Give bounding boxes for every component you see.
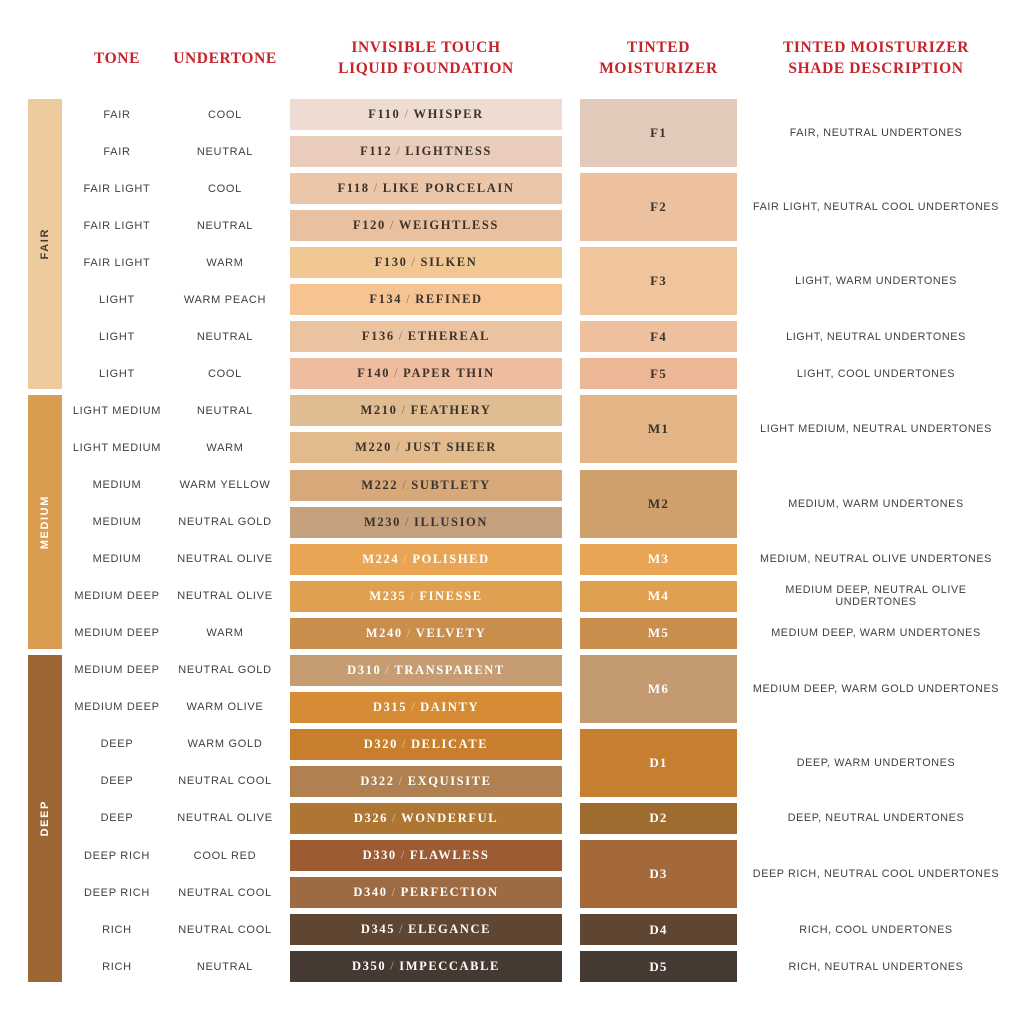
shade-description: DEEP, WARM UNDERTONES: [796, 756, 956, 769]
tone-cell: DEEP: [100, 738, 134, 751]
foundation-code: F140: [357, 366, 391, 381]
foundation-swatch: [290, 284, 562, 315]
foundation-name: EXQUISITE: [407, 773, 492, 788]
foundation-name: DAINTY: [420, 699, 480, 714]
slash-separator: /: [399, 922, 405, 937]
moisturizer-swatch: [580, 395, 737, 463]
undertone-cell: WARM: [206, 441, 244, 454]
tone-cell: DEEP RICH: [84, 886, 150, 899]
foundation-swatch: [290, 692, 562, 723]
slash-separator: /: [398, 773, 404, 788]
undertone-cell: NEUTRAL OLIVE: [177, 812, 273, 825]
tone-section-label: MEDIUM: [39, 494, 51, 550]
foundation-code: D320: [363, 736, 398, 751]
foundation-code: D310: [347, 662, 382, 677]
column-header-undertone: [160, 30, 290, 88]
slash-separator: /: [402, 477, 408, 492]
shade-description: FAIR, NEUTRAL UNDERTONES: [789, 127, 963, 140]
tone-cell: LIGHT: [99, 330, 135, 343]
moisturizer-code: D5: [649, 958, 668, 974]
foundation-swatch: [290, 136, 562, 167]
tone-cell: FAIR: [103, 108, 131, 121]
undertone-cell: WARM PEACH: [183, 293, 267, 306]
foundation-swatch: [290, 210, 562, 241]
slash-separator: /: [396, 440, 402, 455]
tone-cell: RICH: [102, 923, 132, 936]
header-line: TINTED MOISTURIZER: [782, 39, 970, 57]
tone-cell: FAIR LIGHT: [83, 219, 151, 232]
moisturizer-code: M6: [647, 680, 670, 696]
foundation-swatch: [290, 321, 562, 352]
moisturizer-swatch: [580, 914, 737, 945]
foundation-swatch: [290, 951, 562, 982]
tone-cell: LIGHT MEDIUM: [72, 404, 162, 417]
foundation-code: D340: [353, 885, 388, 900]
foundation-name: ETHEREAL: [407, 329, 491, 344]
foundation-code: M224: [362, 551, 400, 566]
undertone-cell: NEUTRAL COOL: [178, 775, 272, 788]
foundation-name: FINESSE: [419, 588, 483, 603]
tone-cell: LIGHT: [99, 367, 135, 380]
foundation-name: ELEGANCE: [408, 922, 492, 937]
foundation-code: M220: [355, 440, 393, 455]
header-line: SHADE DESCRIPTION: [788, 60, 964, 77]
foundation-swatch: [290, 99, 562, 130]
moisturizer-swatch: [580, 803, 737, 834]
moisturizer-swatch: [580, 321, 737, 352]
tone-section-band: [28, 99, 62, 389]
foundation-swatch: [290, 655, 562, 686]
slash-separator: /: [403, 551, 409, 566]
slash-separator: /: [411, 255, 417, 270]
foundation-swatch: [290, 173, 562, 204]
foundation-name: PERFECTION: [400, 885, 499, 900]
foundation-name: LIKE PORCELAIN: [382, 181, 515, 196]
foundation-name: IMPECCABLE: [399, 959, 500, 974]
header-line: UNDERTONE: [173, 49, 277, 67]
moisturizer-swatch: [580, 173, 737, 241]
foundation-code: F134: [369, 292, 403, 307]
column-header-tone: [62, 30, 172, 88]
slash-separator: /: [410, 588, 416, 603]
moisturizer-code: M4: [647, 588, 670, 604]
foundation-swatch: [290, 247, 562, 278]
undertone-cell: WARM: [206, 256, 244, 269]
moisturizer-code: F1: [650, 125, 667, 141]
tone-section-band: [28, 395, 62, 648]
foundation-code: M222: [361, 477, 399, 492]
foundation-name: WONDERFUL: [401, 810, 499, 825]
header-line: LIQUID FOUNDATION: [338, 60, 514, 77]
slash-separator: /: [401, 736, 408, 751]
foundation-name: POLISHED: [412, 551, 490, 566]
undertone-cell: COOL: [208, 182, 242, 195]
tone-cell: FAIR LIGHT: [83, 256, 151, 269]
moisturizer-code: F2: [650, 199, 667, 215]
shade-description: DEEP, NEUTRAL UNDERTONES: [787, 812, 965, 825]
shade-description: FAIR LIGHT, NEUTRAL COOL UNDERTONES: [753, 201, 999, 214]
foundation-code: F118: [337, 181, 370, 196]
moisturizer-code: D3: [649, 866, 668, 882]
slash-separator: /: [394, 366, 400, 381]
foundation-name: ILLUSION: [414, 514, 488, 529]
foundation-code: F130: [374, 255, 408, 270]
shade-description: DEEP RICH, NEUTRAL COOL UNDERTONES: [752, 868, 1000, 881]
slash-separator: /: [401, 403, 407, 418]
foundation-swatch: [290, 470, 562, 501]
foundation-swatch: [290, 729, 562, 760]
foundation-name: WEIGHTLESS: [398, 218, 499, 233]
foundation-name: JUST SHEER: [405, 440, 497, 455]
foundation-code: M240: [365, 625, 403, 640]
tone-cell: MEDIUM DEEP: [74, 590, 160, 603]
undertone-cell: NEUTRAL COOL: [178, 923, 272, 936]
foundation-swatch: [290, 581, 562, 612]
foundation-name: FLAWLESS: [409, 848, 490, 862]
slash-separator: /: [404, 107, 410, 121]
undertone-cell: WARM: [206, 627, 244, 640]
foundation-swatch: [290, 395, 562, 426]
header-line: INVISIBLE TOUCH: [351, 39, 501, 57]
header-line: TINTED: [626, 39, 691, 57]
tone-cell: MEDIUM: [92, 516, 142, 529]
foundation-code: D345: [360, 922, 396, 937]
undertone-cell: WARM YELLOW: [179, 479, 271, 491]
foundation-code: F120: [353, 218, 386, 233]
slash-separator: /: [391, 885, 397, 900]
tone-section-label: DEEP: [39, 800, 51, 837]
moisturizer-swatch: [580, 618, 737, 649]
tone-section-label: FAIR: [39, 228, 51, 260]
slash-separator: /: [389, 218, 395, 233]
foundation-swatch: [290, 877, 562, 908]
undertone-cell: NEUTRAL GOLD: [178, 516, 272, 529]
foundation-code: D330: [362, 848, 397, 862]
undertone-cell: COOL RED: [193, 849, 257, 862]
foundation-code: M235: [369, 588, 407, 603]
slash-separator: /: [406, 625, 412, 640]
foundation-swatch: [290, 432, 562, 463]
moisturizer-code: M3: [647, 551, 670, 567]
foundation-name: REFINED: [415, 292, 483, 307]
foundation-swatch: [290, 618, 562, 649]
moisturizer-swatch: [580, 544, 737, 575]
slash-separator: /: [398, 329, 404, 344]
foundation-code: D350: [352, 959, 387, 974]
moisturizer-code: D1: [649, 754, 668, 770]
moisturizer-code: D4: [649, 921, 668, 937]
undertone-cell: COOL: [208, 108, 242, 121]
shade-description: LIGHT, NEUTRAL UNDERTONES: [786, 330, 966, 343]
tone-cell: MEDIUM DEEP: [74, 701, 160, 714]
shade-description: MEDIUM DEEP, WARM GOLD UNDERTONES: [752, 682, 1000, 695]
shade-description: MEDIUM, NEUTRAL OLIVE UNDERTONES: [760, 553, 992, 566]
undertone-cell: NEUTRAL COOL: [178, 886, 272, 899]
moisturizer-swatch: [580, 951, 737, 982]
foundation-name: DELICATE: [411, 736, 489, 751]
foundation-swatch: [290, 358, 562, 389]
undertone-cell: NEUTRAL OLIVE: [177, 553, 273, 566]
tone-cell: LIGHT MEDIUM: [72, 441, 162, 454]
foundation-code: D322: [360, 773, 395, 788]
foundation-swatch: [290, 803, 562, 834]
column-header-tinted-moisturizer: [580, 30, 737, 88]
slash-separator: /: [390, 959, 396, 974]
tone-cell: DEEP: [100, 812, 134, 825]
foundation-name: TRANSPARENT: [394, 662, 505, 677]
shade-description: LIGHT, COOL UNDERTONES: [796, 367, 956, 380]
slash-separator: /: [385, 662, 391, 677]
moisturizer-code: F4: [650, 328, 667, 344]
undertone-cell: NEUTRAL: [196, 330, 254, 343]
undertone-cell: NEUTRAL: [196, 145, 254, 158]
moisturizer-swatch: [580, 358, 737, 389]
tone-cell: FAIR LIGHT: [83, 182, 151, 195]
undertone-cell: NEUTRAL: [196, 219, 254, 232]
shade-description: MEDIUM DEEP, WARM UNDERTONES: [771, 627, 981, 640]
moisturizer-swatch: [580, 840, 737, 908]
undertone-cell: NEUTRAL OLIVE: [177, 590, 273, 603]
foundation-name: WHISPER: [413, 107, 484, 121]
slash-separator: /: [404, 514, 411, 529]
foundation-code: M210: [360, 403, 398, 418]
tone-section-band: [28, 655, 62, 982]
tone-cell: MEDIUM DEEP: [74, 664, 160, 677]
slash-separator: /: [396, 144, 402, 159]
tone-cell: MEDIUM: [92, 553, 142, 566]
moisturizer-code: M2: [647, 495, 670, 511]
tone-cell: LIGHT: [99, 293, 135, 306]
moisturizer-swatch: [580, 247, 737, 315]
slash-separator: /: [411, 699, 417, 714]
shade-description: RICH, NEUTRAL UNDERTONES: [788, 960, 964, 973]
undertone-cell: WARM GOLD: [187, 738, 263, 751]
tone-cell: DEEP: [100, 775, 134, 788]
foundation-code: D326: [353, 810, 389, 825]
tone-cell: RICH: [102, 960, 132, 973]
foundation-swatch: [290, 766, 562, 797]
foundation-code: D315: [372, 699, 408, 714]
foundation-swatch: [290, 914, 562, 945]
foundation-name: SILKEN: [420, 255, 478, 270]
shade-description: MEDIUM DEEP, NEUTRAL OLIVE UNDERTONES: [785, 584, 967, 609]
slash-separator: /: [406, 292, 412, 307]
tone-cell: DEEP RICH: [84, 849, 150, 862]
foundation-swatch: [290, 840, 562, 871]
shade-description: RICH, COOL UNDERTONES: [799, 923, 953, 936]
foundation-name: FEATHERY: [410, 403, 492, 418]
foundation-code: M230: [364, 514, 401, 529]
moisturizer-swatch: [580, 99, 737, 167]
shade-description: LIGHT MEDIUM, NEUTRAL UNDERTONES: [760, 423, 992, 436]
header-line: MOISTURIZER: [599, 60, 718, 77]
foundation-name: SUBTLETY: [411, 477, 491, 492]
undertone-cell: NEUTRAL: [196, 960, 254, 973]
column-header-shade-description: [745, 30, 1007, 88]
column-header-liquid-foundation: [290, 30, 562, 88]
moisturizer-swatch: [580, 655, 737, 723]
moisturizer-swatch: [580, 581, 737, 612]
undertone-cell: NEUTRAL GOLD: [178, 664, 272, 677]
foundation-swatch: [290, 507, 562, 538]
foundation-name: LIGHTNESS: [405, 144, 492, 159]
slash-separator: /: [392, 810, 398, 825]
tone-cell: MEDIUM DEEP: [74, 627, 160, 640]
slash-separator: /: [373, 181, 379, 196]
foundation-name: VELVETY: [415, 625, 487, 640]
moisturizer-swatch: [580, 729, 737, 797]
foundation-code: F112: [360, 144, 393, 159]
tone-cell: MEDIUM: [92, 479, 142, 491]
foundation-swatch: [290, 544, 562, 575]
undertone-cell: COOL: [208, 367, 242, 380]
foundation-name: PAPER THIN: [403, 366, 495, 381]
undertone-cell: NEUTRAL: [196, 404, 254, 417]
moisturizer-code: F5: [650, 365, 667, 381]
foundation-code: F110: [368, 107, 401, 121]
moisturizer-code: M5: [647, 625, 670, 641]
tone-cell: FAIR: [103, 145, 131, 158]
slash-separator: /: [400, 848, 406, 862]
undertone-cell: WARM OLIVE: [186, 701, 264, 714]
foundation-code: F136: [361, 329, 395, 344]
header-line: TONE: [93, 49, 141, 67]
shade-description: MEDIUM, WARM UNDERTONES: [788, 497, 964, 510]
moisturizer-code: F3: [650, 273, 667, 289]
moisturizer-code: D2: [649, 810, 668, 826]
moisturizer-swatch: [580, 470, 737, 538]
moisturizer-code: M1: [647, 421, 670, 437]
shade-description: LIGHT, WARM UNDERTONES: [795, 275, 957, 288]
